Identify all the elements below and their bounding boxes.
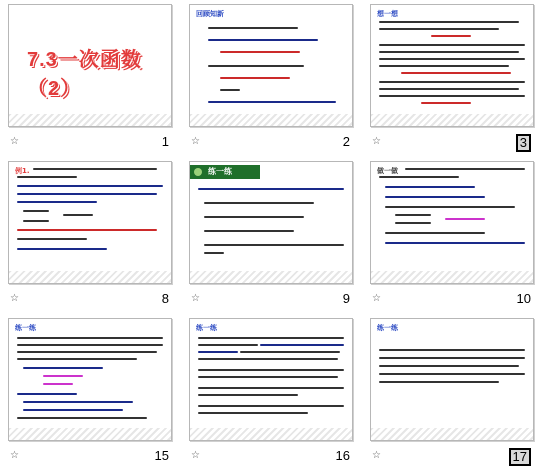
slide-number: 9 (342, 291, 350, 306)
slide-number: 15 (154, 448, 169, 463)
slide-3[interactable] (370, 4, 534, 127)
slide-heading: 做一做 (377, 167, 398, 175)
decorative-stripe (190, 271, 352, 283)
slide-thumb-1[interactable] (0, 0, 181, 157)
decorative-stripe (190, 114, 352, 126)
slide-thumb-2[interactable] (181, 0, 362, 157)
slide-heading: 练一练 (15, 324, 36, 332)
slide-1[interactable] (8, 4, 172, 127)
slide-number: 2 (342, 134, 350, 149)
decorative-stripe (9, 114, 171, 126)
slide-number-selected: 17 (509, 448, 531, 466)
title-banner (190, 165, 260, 179)
slide-8[interactable] (8, 161, 172, 284)
star-icon[interactable]: ☆ (10, 136, 19, 147)
slide-number-selected: 3 (516, 134, 531, 152)
decorative-stripe (371, 114, 533, 126)
slide-thumb-10[interactable] (362, 157, 543, 314)
slide-number: 10 (516, 291, 531, 306)
slide-thumb-16[interactable] (181, 314, 362, 471)
slide-number: 16 (335, 448, 350, 463)
star-icon[interactable]: ☆ (191, 293, 200, 304)
slide-10[interactable] (370, 161, 534, 284)
decorative-stripe (9, 271, 171, 283)
slide-heading: 练一练 (377, 324, 398, 332)
slide-title: 7.3一次函数（2） (27, 49, 142, 100)
star-icon[interactable]: ☆ (372, 136, 381, 147)
slide-2[interactable] (189, 4, 353, 127)
slide-number: 1 (161, 134, 169, 149)
slide-17[interactable] (370, 318, 534, 441)
slide-number: 8 (161, 291, 169, 306)
star-icon[interactable]: ☆ (191, 450, 200, 461)
slide-heading: 想一想 (377, 10, 398, 18)
bullet-icon (194, 168, 202, 176)
decorative-stripe (371, 271, 533, 283)
slide-16[interactable] (189, 318, 353, 441)
slide-thumb-3[interactable] (362, 0, 543, 157)
slide-15[interactable] (8, 318, 172, 441)
star-icon[interactable]: ☆ (191, 136, 200, 147)
slide-9[interactable] (189, 161, 353, 284)
banner-label: 练一练 (208, 167, 232, 176)
slide-thumb-8[interactable] (0, 157, 181, 314)
decorative-stripe (9, 428, 171, 440)
slide-thumb-17[interactable] (362, 314, 543, 471)
slide-thumb-9[interactable] (181, 157, 362, 314)
slide-heading: 练一练 (196, 324, 217, 332)
decorative-stripe (371, 428, 533, 440)
slide-heading: 例1. (15, 167, 30, 175)
slide-thumb-15[interactable] (0, 314, 181, 471)
slide-heading: 回顾知新 (196, 10, 224, 18)
star-icon[interactable]: ☆ (372, 293, 381, 304)
star-icon[interactable]: ☆ (10, 293, 19, 304)
star-icon[interactable]: ☆ (10, 450, 19, 461)
decorative-stripe (190, 428, 352, 440)
star-icon[interactable]: ☆ (372, 450, 381, 461)
